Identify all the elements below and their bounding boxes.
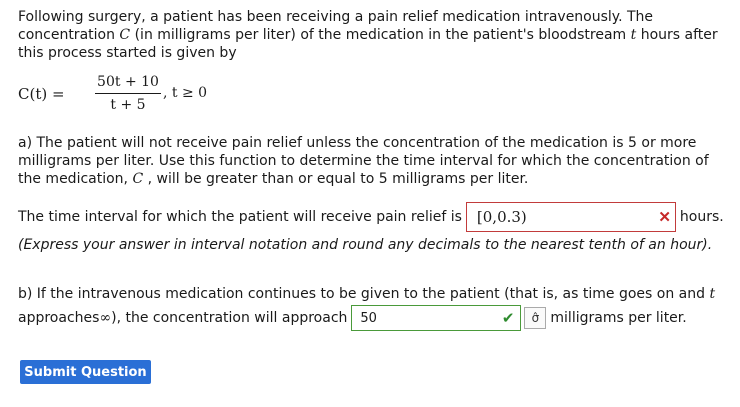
x-mark-icon: ✕ — [658, 208, 671, 226]
variable-c: C — [119, 27, 131, 43]
part-b-text-3: ), the concentration will approach — [111, 310, 348, 326]
part-a-question-prefix: The time interval for which the patient will receive pain relief is — [18, 209, 462, 225]
part-b-question-suffix: milligrams per liter. — [550, 310, 687, 326]
infinity-symbol: ∞ — [99, 310, 112, 326]
part-a-instruction: (Express your answer in interval notation and round any decimals to the nearest tenth of an hour). — [18, 237, 713, 253]
part-a-answer-value: [0,0.3) — [476, 208, 527, 226]
part-b-answer-input[interactable] — [351, 305, 521, 331]
problem-intro — [18, 8, 718, 62]
preview-icon[interactable]: σ̂ — [524, 307, 546, 329]
formula-lhs: C(t) = — [18, 85, 65, 103]
part-a-answer-input[interactable] — [466, 202, 676, 232]
part-b-question — [18, 303, 687, 333]
part-a-text-1: a) The patient will not receive pain relief unless the concentration of the medication is 5 or more milligrams per liter. Use this function to determine the time interval for which the concentration of the medication, — [18, 135, 709, 187]
part-a-question — [18, 200, 724, 234]
submit-question-button[interactable]: Submit Question — [20, 360, 151, 384]
part-b-text — [18, 285, 718, 303]
variable-c: C — [132, 171, 144, 187]
intro-text-1: Following surgery, a patient has been receiving a pain relief medication intravenously. The concentration — [18, 9, 654, 43]
formula-condition: , t ≥ 0 — [163, 85, 208, 101]
intro-text-3: hours after this process started is given by — [18, 27, 718, 61]
checkmark-icon: ✔ — [501, 309, 515, 327]
formula-numerator: 50t + 10 — [97, 74, 159, 90]
part-a-text — [18, 134, 718, 188]
variable-t: t — [709, 286, 716, 302]
intro-text-2: (in milligrams per liter) of the medication in the patient's bloodstream — [130, 27, 631, 43]
formula-denominator: t + 5 — [110, 97, 146, 113]
part-b-answer-value: 50 — [360, 310, 377, 326]
part-b-text-2: approaches — [18, 310, 100, 326]
part-a-text-2: , will be greater than or equal to 5 milligrams per liter. — [143, 171, 529, 187]
formula-fraction — [93, 72, 163, 115]
part-a-question-suffix: hours. — [679, 209, 724, 225]
part-b-text-1: b) If the intravenous medication continues to be given to the patient (that is, as time goes on and — [18, 286, 710, 302]
fraction-bar — [95, 93, 161, 94]
variable-t: t — [630, 27, 637, 43]
